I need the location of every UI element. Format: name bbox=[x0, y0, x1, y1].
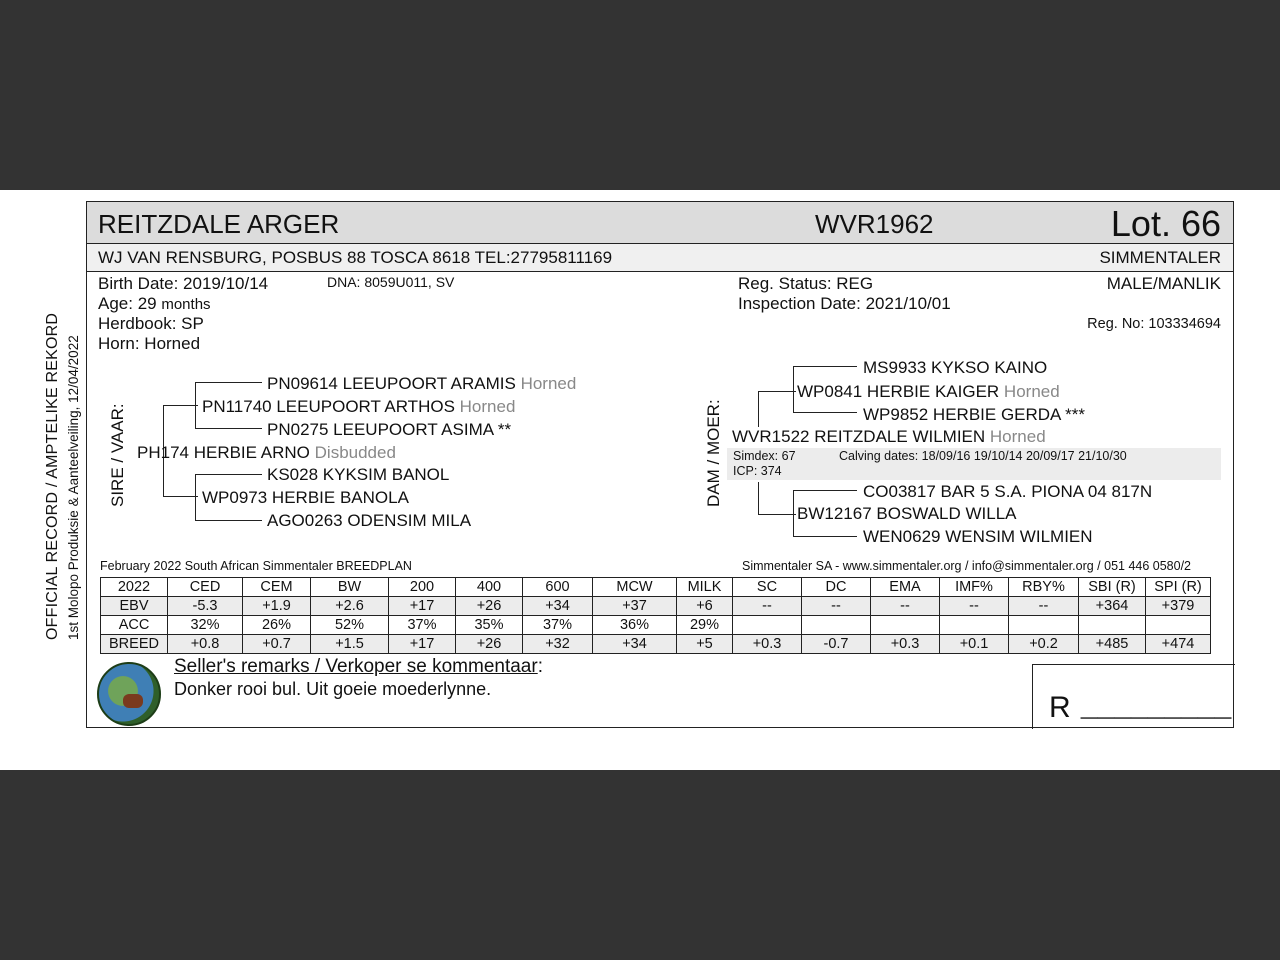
header-cell: SPI (R) bbox=[1146, 578, 1211, 597]
table-cell: 52% bbox=[311, 616, 389, 635]
price-box bbox=[1032, 664, 1235, 729]
header-cell: SC bbox=[733, 578, 802, 597]
header-cell: 2022 bbox=[101, 578, 168, 597]
table-cell: +37 bbox=[593, 597, 677, 616]
row-label: ACC bbox=[101, 616, 168, 635]
dam-dam-bracket bbox=[793, 490, 794, 536]
age-unit: months bbox=[161, 296, 211, 313]
table-cell: +485 bbox=[1079, 635, 1146, 654]
herdbook: Herdbook: SP bbox=[98, 314, 204, 333]
sire: PH174 HERBIE ARNO Disbudded bbox=[137, 443, 396, 462]
table-cell: -5.3 bbox=[168, 597, 243, 616]
simmentaler-logo bbox=[97, 662, 161, 726]
animal-name: REITZDALE ARGER bbox=[98, 209, 340, 239]
birth-date: Birth Date: 2019/10/14 bbox=[98, 274, 269, 293]
header-cell: SBI (R) bbox=[1079, 578, 1146, 597]
horn-status: Horn: Horned bbox=[98, 334, 201, 353]
dam-label: DAM / MOER: bbox=[704, 399, 723, 507]
row-label: BREED bbox=[101, 635, 168, 654]
table-cell: 29% bbox=[677, 616, 733, 635]
animal-id: WVR1962 bbox=[815, 209, 934, 239]
table-cell bbox=[1009, 616, 1079, 635]
table-cell: +474 bbox=[1146, 635, 1211, 654]
table-cell: -0.7 bbox=[802, 635, 871, 654]
header-cell: 400 bbox=[456, 578, 523, 597]
breed-name: SIMMENTALER bbox=[1099, 248, 1221, 267]
table-cell: +32 bbox=[523, 635, 593, 654]
dam: WVR1522 REITZDALE WILMIEN Horned bbox=[732, 427, 1046, 446]
reg-number: Reg. No: 103334694 bbox=[1087, 316, 1221, 332]
table-cell bbox=[1146, 616, 1211, 635]
owner-row bbox=[87, 244, 1233, 272]
table-cell: 32% bbox=[168, 616, 243, 635]
table-cell bbox=[1079, 616, 1146, 635]
table-cell: +6 bbox=[677, 597, 733, 616]
header-cell: BW bbox=[311, 578, 389, 597]
sire-sire: PN11740 LEEUPOORT ARTHOS Horned bbox=[202, 397, 516, 416]
dam-dam-sire: CO03817 BAR 5 S.A. PIONA 04 817N bbox=[863, 482, 1153, 501]
table-cell: -- bbox=[940, 597, 1009, 616]
sire-dam: WP0973 HERBIE BANOLA bbox=[202, 488, 409, 507]
row-label: EBV bbox=[101, 597, 168, 616]
table-row bbox=[101, 635, 1211, 654]
table-cell: +5 bbox=[677, 635, 733, 654]
table-cell: +1.5 bbox=[311, 635, 389, 654]
table-cell: 37% bbox=[523, 616, 593, 635]
inspection-date: Inspection Date: 2021/10/01 bbox=[738, 294, 951, 313]
lot-card bbox=[86, 201, 1234, 728]
table-cell bbox=[871, 616, 940, 635]
table-cell: +34 bbox=[523, 597, 593, 616]
lot-number: Lot. 66 bbox=[1110, 203, 1221, 244]
table-cell: -- bbox=[802, 597, 871, 616]
header-cell: CEM bbox=[243, 578, 311, 597]
owner-details: WJ VAN RENSBURG, POSBUS 88 TOSCA 8618 TEL:27795811169 bbox=[98, 248, 613, 267]
card-header bbox=[87, 202, 1233, 244]
table-cell: +17 bbox=[389, 597, 456, 616]
table-cell: +364 bbox=[1079, 597, 1146, 616]
header-cell: MCW bbox=[593, 578, 677, 597]
sire-sire-bracket bbox=[195, 382, 196, 428]
table-cell: +26 bbox=[456, 635, 523, 654]
table-cell: 35% bbox=[456, 616, 523, 635]
dam-sire-dam: WP9852 HERBIE GERDA *** bbox=[863, 405, 1086, 424]
table-cell: -- bbox=[733, 597, 802, 616]
table-cell: +0.3 bbox=[871, 635, 940, 654]
dam-sire-link bbox=[758, 391, 759, 427]
header-cell: 200 bbox=[389, 578, 456, 597]
table-cell: +0.3 bbox=[733, 635, 802, 654]
header-cell: 600 bbox=[523, 578, 593, 597]
table-row bbox=[101, 616, 1211, 635]
auction-label: 1st Molopo Produksie & Aanteelveiling, 12/04/2022 bbox=[66, 335, 81, 640]
table-cell: +1.9 bbox=[243, 597, 311, 616]
dam-dam: BW12167 BOSWALD WILLA bbox=[797, 504, 1017, 523]
remarks-text: Donker rooi bul. Uit goeie moederlynne. bbox=[174, 679, 492, 699]
price-blank[interactable]: _________ bbox=[1081, 687, 1232, 720]
table-cell: +34 bbox=[593, 635, 677, 654]
header-cell: EMA bbox=[871, 578, 940, 597]
calving-dates: Calving dates: 18/09/16 19/10/14 20/09/17 21/10/30 bbox=[839, 449, 1127, 463]
table-cell: +379 bbox=[1146, 597, 1211, 616]
age bbox=[98, 294, 211, 314]
dam-sire-bracket bbox=[793, 366, 794, 412]
remarks-title: Seller's remarks / Verkoper se kommentaar: bbox=[174, 656, 543, 677]
dam-performance-box bbox=[727, 448, 1221, 480]
header-cell: CED bbox=[168, 578, 243, 597]
table-cell: +0.2 bbox=[1009, 635, 1079, 654]
table-cell: +2.6 bbox=[311, 597, 389, 616]
table-header-row bbox=[101, 578, 1211, 597]
simdex: Simdex: 67 bbox=[733, 449, 796, 463]
table-cell: +0.8 bbox=[168, 635, 243, 654]
table-cell: -- bbox=[871, 597, 940, 616]
dam-dam-link bbox=[758, 482, 759, 514]
header-cell: MILK bbox=[677, 578, 733, 597]
table-cell bbox=[940, 616, 1009, 635]
header-cell: IMF% bbox=[940, 578, 1009, 597]
sire-sire-dam: PN0275 LEEUPOORT ASIMA ** bbox=[267, 420, 512, 439]
dam-sire-sire: MS9933 KYKSO KAINO bbox=[863, 358, 1048, 377]
reg-status: Reg. Status: REG bbox=[738, 274, 874, 293]
table-cell bbox=[802, 616, 871, 635]
table-cell: 26% bbox=[243, 616, 311, 635]
sex: MALE/MANLIK bbox=[1106, 274, 1221, 293]
header-cell: RBY% bbox=[1009, 578, 1079, 597]
dna-info: DNA: 8059U011, SV bbox=[327, 274, 455, 290]
breedplan-table bbox=[100, 577, 1211, 654]
table-cell: -- bbox=[1009, 597, 1079, 616]
sire-sire-sire: PN09614 LEEUPOORT ARAMIS Horned bbox=[267, 374, 577, 393]
sire-dam-dam: AGO0263 ODENSIM MILA bbox=[267, 511, 472, 530]
table-row bbox=[101, 597, 1211, 616]
age-value: Age: 29 bbox=[98, 294, 157, 313]
header-cell: DC bbox=[802, 578, 871, 597]
breedplan-contact: Simmentaler SA - www.simmentaler.org / info@simmentaler.org / 051 446 0580/2 bbox=[742, 559, 1192, 573]
breedplan-caption: February 2022 South African Simmentaler BREEDPLAN bbox=[100, 559, 412, 573]
dam-dam-dam: WEN0629 WENSIM WILMIEN bbox=[863, 527, 1093, 546]
table-cell: +17 bbox=[389, 635, 456, 654]
price-currency: R bbox=[1049, 691, 1071, 724]
table-cell: 36% bbox=[593, 616, 677, 635]
table-cell bbox=[733, 616, 802, 635]
dam-sire: WP0841 HERBIE KAIGER Horned bbox=[797, 382, 1060, 401]
table-cell: +26 bbox=[456, 597, 523, 616]
table-cell: +0.7 bbox=[243, 635, 311, 654]
official-record-label: OFFICIAL RECORD / AMPTELIKE REKORD bbox=[44, 312, 61, 640]
table-cell: +0.1 bbox=[940, 635, 1009, 654]
table-cell: 37% bbox=[389, 616, 456, 635]
icp: ICP: 374 bbox=[733, 464, 782, 478]
sire-dam-bracket bbox=[195, 474, 196, 520]
sire-dam-sire: KS028 KYKSIM BANOL bbox=[267, 465, 450, 484]
sire-label: SIRE / VAAR: bbox=[108, 403, 127, 507]
